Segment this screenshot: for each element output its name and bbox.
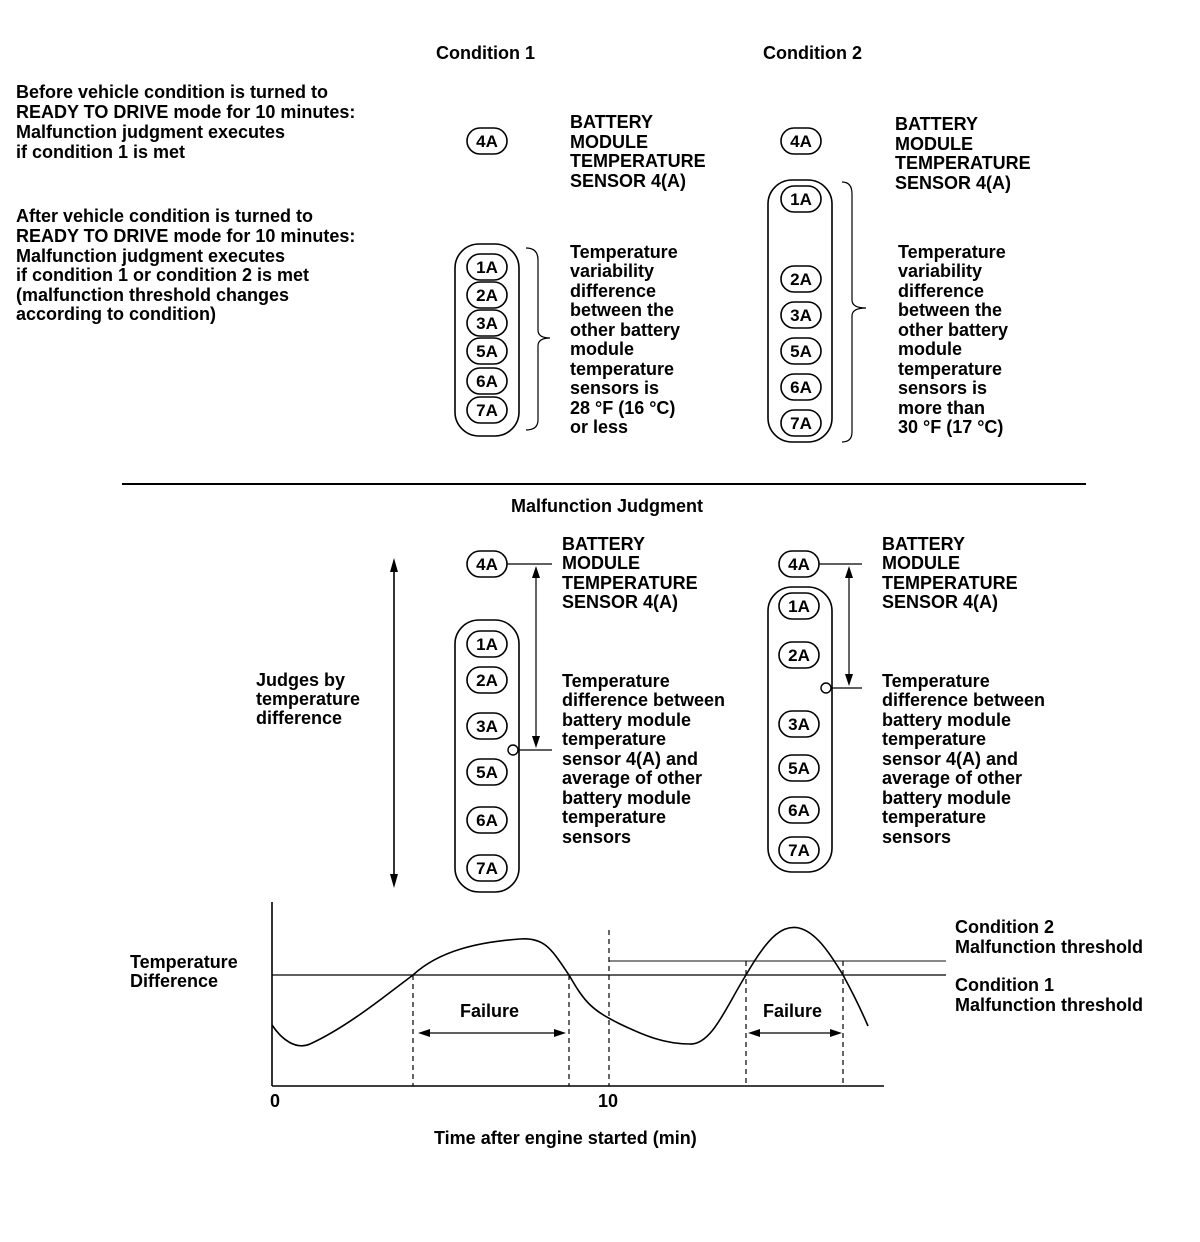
svg-text:between the: between the bbox=[898, 300, 1003, 320]
svg-text:according to condition): according to condition) bbox=[16, 304, 216, 324]
svg-text:battery module: battery module bbox=[882, 710, 1012, 730]
svg-text:After vehicle condition is tur: After vehicle condition is turned to bbox=[16, 206, 314, 226]
svg-text:or less: or less bbox=[570, 417, 629, 437]
svg-text:7A: 7A bbox=[476, 401, 498, 420]
judges-by-text bbox=[256, 670, 360, 728]
svg-text:variability: variability bbox=[898, 261, 983, 281]
svg-text:Temperature: Temperature bbox=[562, 671, 670, 691]
svg-text:5A: 5A bbox=[788, 759, 810, 778]
svg-text:READY TO DRIVE mode for 10 min: READY TO DRIVE mode for 10 minutes: bbox=[16, 226, 356, 246]
svg-text:Before vehicle condition is tu: Before vehicle condition is turned to bbox=[16, 82, 329, 102]
svg-text:if condition 1 is met: if condition 1 is met bbox=[16, 142, 186, 162]
after-ready-text bbox=[16, 206, 355, 324]
svg-text:other battery: other battery bbox=[570, 320, 681, 340]
svg-text:Temperature: Temperature bbox=[130, 952, 238, 972]
svg-text:(malfunction threshold changes: (malfunction threshold changes bbox=[16, 285, 290, 305]
judgment-2-sensor-label bbox=[882, 534, 1018, 612]
condition-1-threshold-label bbox=[955, 975, 1143, 1015]
svg-text:temperature: temperature bbox=[898, 359, 1003, 379]
svg-text:battery module: battery module bbox=[882, 788, 1012, 808]
svg-text:Malfunction judgment executes: Malfunction judgment executes bbox=[16, 246, 286, 266]
judgment-1-sensor-label bbox=[562, 534, 698, 612]
x-tick-10: 10 bbox=[598, 1091, 619, 1111]
svg-text:Temperature: Temperature bbox=[882, 671, 990, 691]
svg-text:3A: 3A bbox=[476, 717, 498, 736]
svg-text:Temperature: Temperature bbox=[570, 242, 678, 262]
condition-2-brace bbox=[842, 182, 866, 442]
svg-text:7A: 7A bbox=[476, 859, 498, 878]
svg-text:6A: 6A bbox=[790, 378, 812, 397]
svg-text:average of other: average of other bbox=[882, 768, 1023, 788]
svg-text:3A: 3A bbox=[476, 314, 498, 333]
svg-text:5A: 5A bbox=[476, 342, 498, 361]
svg-text:Malfunction threshold: Malfunction threshold bbox=[955, 937, 1143, 957]
svg-text:3A: 3A bbox=[790, 306, 812, 325]
svg-text:sensors: sensors bbox=[882, 827, 952, 847]
svg-text:if condition 1 or condition 2: if condition 1 or condition 2 is met bbox=[16, 265, 310, 285]
svg-text:module: module bbox=[898, 339, 963, 359]
svg-text:Condition 2: Condition 2 bbox=[955, 917, 1054, 937]
svg-text:more than: more than bbox=[898, 398, 986, 418]
svg-text:5A: 5A bbox=[476, 763, 498, 782]
condition-2-sensor-label bbox=[895, 114, 1031, 193]
condition-1-sensor-label bbox=[570, 112, 706, 191]
svg-text:2A: 2A bbox=[788, 646, 810, 665]
condition-1-sensor-group bbox=[455, 128, 519, 436]
svg-text:1A: 1A bbox=[790, 190, 812, 209]
svg-text:difference: difference bbox=[570, 281, 657, 301]
svg-text:2A: 2A bbox=[476, 286, 498, 305]
svg-text:5A: 5A bbox=[790, 342, 812, 361]
svg-text:TEMPERATURE: TEMPERATURE bbox=[570, 151, 706, 171]
svg-text:Condition 1: Condition 1 bbox=[955, 975, 1054, 995]
svg-text:difference: difference bbox=[256, 708, 343, 728]
svg-text:average of other: average of other bbox=[562, 768, 703, 788]
svg-text:1A: 1A bbox=[476, 635, 498, 654]
judgment-1-sensor-group bbox=[455, 551, 552, 892]
svg-text:Malfunction threshold: Malfunction threshold bbox=[955, 995, 1143, 1015]
svg-text:sensor 4(A) and: sensor 4(A) and bbox=[562, 749, 699, 769]
condition-1-description bbox=[570, 242, 680, 437]
svg-text:1A: 1A bbox=[788, 597, 810, 616]
svg-text:BATTERY: BATTERY bbox=[562, 534, 645, 554]
svg-text:difference between: difference between bbox=[562, 690, 726, 710]
svg-text:Judges by: Judges by bbox=[256, 670, 346, 690]
svg-text:2A: 2A bbox=[476, 671, 498, 690]
condition-2-sensor-group bbox=[768, 128, 832, 442]
graph-x-label: Time after engine started (min) bbox=[434, 1128, 697, 1148]
svg-text:temperature: temperature bbox=[570, 359, 675, 379]
condition-1-title: Condition 1 bbox=[436, 43, 535, 63]
failure-2-span bbox=[748, 1001, 842, 1037]
svg-text:Difference: Difference bbox=[130, 971, 219, 991]
svg-text:sensors: sensors bbox=[562, 827, 632, 847]
svg-text:sensor 4(A) and: sensor 4(A) and bbox=[882, 749, 1019, 769]
svg-text:TEMPERATURE: TEMPERATURE bbox=[895, 153, 1031, 173]
svg-text:difference: difference bbox=[898, 281, 985, 301]
svg-text:MODULE: MODULE bbox=[570, 132, 648, 152]
svg-text:7A: 7A bbox=[788, 841, 810, 860]
judgment-range-arrow bbox=[390, 558, 398, 888]
before-ready-text bbox=[16, 82, 355, 162]
condition-2-description bbox=[898, 242, 1008, 437]
temperature-difference-curve bbox=[272, 927, 868, 1045]
svg-text:battery module: battery module bbox=[562, 788, 692, 808]
other-sensors-container bbox=[455, 620, 519, 892]
svg-text:4A: 4A bbox=[788, 555, 810, 574]
svg-text:Temperature: Temperature bbox=[898, 242, 1006, 262]
judgment-2-description bbox=[882, 671, 1045, 847]
svg-text:between the: between the bbox=[570, 300, 675, 320]
svg-text:SENSOR 4(A): SENSOR 4(A) bbox=[562, 592, 679, 612]
svg-text:temperature: temperature bbox=[882, 807, 987, 827]
svg-text:SENSOR 4(A): SENSOR 4(A) bbox=[882, 592, 999, 612]
graph-y-label bbox=[130, 952, 238, 991]
svg-text:MODULE: MODULE bbox=[882, 553, 960, 573]
malfunction-judgment-title: Malfunction Judgment bbox=[511, 496, 703, 516]
svg-text:28 °F (16 °C): 28 °F (16 °C) bbox=[570, 398, 676, 418]
svg-text:SENSOR 4(A): SENSOR 4(A) bbox=[570, 171, 687, 191]
svg-text:4A: 4A bbox=[476, 132, 498, 151]
svg-text:module: module bbox=[570, 339, 635, 359]
condition-2-title: Condition 2 bbox=[763, 43, 862, 63]
svg-text:6A: 6A bbox=[476, 811, 498, 830]
svg-text:sensors is: sensors is bbox=[898, 378, 988, 398]
svg-text:temperature: temperature bbox=[562, 729, 667, 749]
svg-text:6A: 6A bbox=[476, 372, 498, 391]
svg-text:difference between: difference between bbox=[882, 690, 1046, 710]
svg-text:BATTERY: BATTERY bbox=[895, 114, 978, 134]
svg-text:SENSOR 4(A): SENSOR 4(A) bbox=[895, 173, 1012, 193]
svg-text:4A: 4A bbox=[476, 555, 498, 574]
svg-text:2A: 2A bbox=[790, 270, 812, 289]
x-tick-0: 0 bbox=[270, 1091, 281, 1111]
svg-text:3A: 3A bbox=[788, 715, 810, 734]
svg-text:variability: variability bbox=[570, 261, 655, 281]
condition-2-threshold-label bbox=[955, 917, 1143, 957]
failure-1-label: Failure bbox=[460, 1001, 520, 1021]
svg-text:4A: 4A bbox=[790, 132, 812, 151]
svg-text:temperature: temperature bbox=[882, 729, 987, 749]
svg-text:6A: 6A bbox=[788, 801, 810, 820]
svg-text:BATTERY: BATTERY bbox=[882, 534, 965, 554]
svg-text:Malfunction judgment executes: Malfunction judgment executes bbox=[16, 122, 286, 142]
svg-text:7A: 7A bbox=[790, 414, 812, 433]
svg-text:other battery: other battery bbox=[898, 320, 1009, 340]
svg-text:READY TO DRIVE mode for 10 min: READY TO DRIVE mode for 10 minutes: bbox=[16, 102, 356, 122]
svg-text:MODULE: MODULE bbox=[895, 134, 973, 154]
svg-text:30 °F (17 °C): 30 °F (17 °C) bbox=[898, 417, 1004, 437]
failure-1-span bbox=[418, 1001, 566, 1037]
svg-text:TEMPERATURE: TEMPERATURE bbox=[882, 573, 1018, 593]
svg-text:1A: 1A bbox=[476, 258, 498, 277]
judgment-2-sensor-group bbox=[768, 551, 862, 872]
svg-text:BATTERY: BATTERY bbox=[570, 112, 653, 132]
svg-text:sensors is: sensors is bbox=[570, 378, 660, 398]
condition-1-brace bbox=[526, 248, 550, 430]
judgment-1-description bbox=[562, 671, 725, 847]
svg-text:TEMPERATURE: TEMPERATURE bbox=[562, 573, 698, 593]
svg-text:battery module: battery module bbox=[562, 710, 692, 730]
failure-2-label: Failure bbox=[763, 1001, 823, 1021]
svg-text:MODULE: MODULE bbox=[562, 553, 640, 573]
svg-text:temperature: temperature bbox=[562, 807, 667, 827]
svg-text:temperature: temperature bbox=[256, 689, 361, 709]
